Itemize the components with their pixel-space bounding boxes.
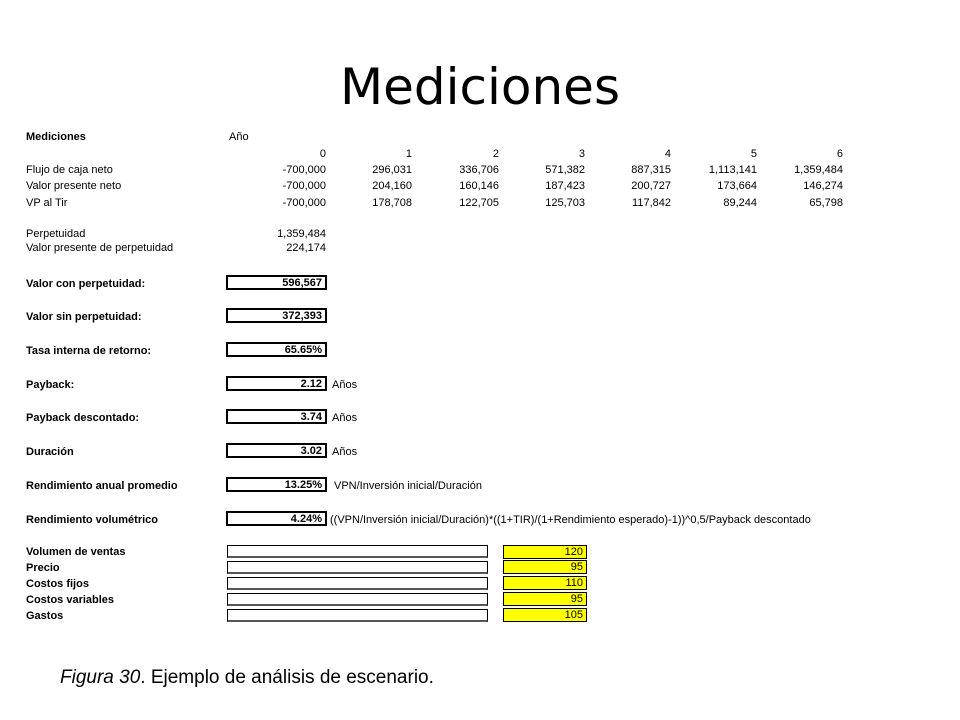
metric-value-box: 4.24% [226,511,327,526]
cell: 122,705 [459,197,499,209]
cell: 204,160 [372,180,412,192]
cell: 125,703 [545,197,585,209]
row-label: Valor presente neto [26,180,122,192]
metric-label: Payback descontado: [26,412,140,424]
row-label: Flujo de caja neto [26,164,113,176]
scenario-input-cell[interactable] [227,545,488,558]
cell: 200,727 [631,180,671,192]
cell: -700,000 [282,180,326,192]
metric-value-box: 596,567 [226,275,327,290]
cell: 887,315 [631,164,671,176]
cell: 146,274 [803,180,843,192]
scenario-label: Volumen de ventas [26,546,126,558]
metric-value-box: 65.65% [226,342,327,357]
scenario-label: Costos fijos [26,578,89,590]
metric-note: ((VPN/Inversión inicial/Duración)*((1+TIR)/(1+Rendimiento esperado)-1))^0,5/Payback descontado [330,514,811,526]
scenario-label: Costos variables [26,594,115,606]
year-cell: 5 [750,148,757,160]
scenario-input-cell[interactable] [227,577,488,590]
cell: -700,000 [282,197,326,209]
scenario-value-cell[interactable]: 105 [503,608,587,622]
scenario-value-cell[interactable]: 95 [503,592,587,606]
scenario-label: Precio [26,562,60,574]
slide-title: Mediciones [339,58,620,116]
perpetuity-label: Perpetuidad [26,228,86,240]
scenario-value-cell[interactable]: 120 [503,545,587,559]
scenario-input-cell[interactable] [227,593,488,606]
metric-note: Años [332,379,358,391]
scenario-label: Gastos [26,610,64,622]
cell: 336,706 [459,164,499,176]
scenario-value-cell[interactable]: 110 [503,576,587,590]
figure-caption [60,667,434,689]
cell: 173,664 [717,180,757,192]
year-label: Año [229,131,249,143]
cell: 89,244 [723,197,757,209]
sheet-header-label: Mediciones [26,131,86,143]
cell: 117,842 [632,197,671,209]
metric-value-box: 3.02 [226,443,327,458]
metric-value-box: 2.12 [226,376,327,391]
year-cell: 6 [836,148,843,160]
metric-note: Años [332,412,358,424]
metric-value-box: 3.74 [226,409,327,424]
cell: 1,359,484 [794,164,843,176]
metric-label: Payback: [26,379,75,391]
cell: -700,000 [282,164,326,176]
perpetuity-pv-value: 224,174 [286,242,326,254]
year-cell: 0 [319,148,326,160]
metric-label: Valor con perpetuidad: [26,278,146,290]
scenario-input-cell[interactable] [227,561,488,574]
metric-value-box: 13.25% [226,477,327,492]
cell: 160,146 [459,180,499,192]
year-cell: 1 [405,148,412,160]
metric-label: Rendimiento volumétrico [26,514,159,526]
cell: 178,708 [372,197,412,209]
metric-label: Duración [26,446,74,458]
caption-text: . Ejemplo de análisis de escenario. [140,667,434,688]
perpetuity-value: 1,359,484 [277,228,326,240]
year-cell: 2 [492,148,499,160]
cell: 571,382 [545,164,585,176]
metric-note: Años [332,446,358,458]
metric-value-box: 372,393 [226,308,327,323]
figure-number: Figura 30 [60,667,141,688]
metric-label: Tasa interna de retorno: [26,345,152,357]
metric-note: VPN/Inversión inicial/Duración [334,480,482,492]
row-label: VP al Tir [26,197,68,209]
year-cell: 4 [664,148,671,160]
cell: 296,031 [372,164,412,176]
scenario-value-cell[interactable]: 95 [503,560,587,574]
metric-label: Valor sin perpetuidad: [26,311,142,323]
perpetuity-pv-label: Valor presente de perpetuidad [26,242,174,254]
cell: 1,113,141 [708,164,757,176]
scenario-input-cell[interactable] [227,609,488,622]
year-cell: 3 [578,148,585,160]
metric-label: Rendimiento anual promedio [26,480,178,492]
cell: 187,423 [545,180,585,192]
cell: 65,798 [809,197,843,209]
